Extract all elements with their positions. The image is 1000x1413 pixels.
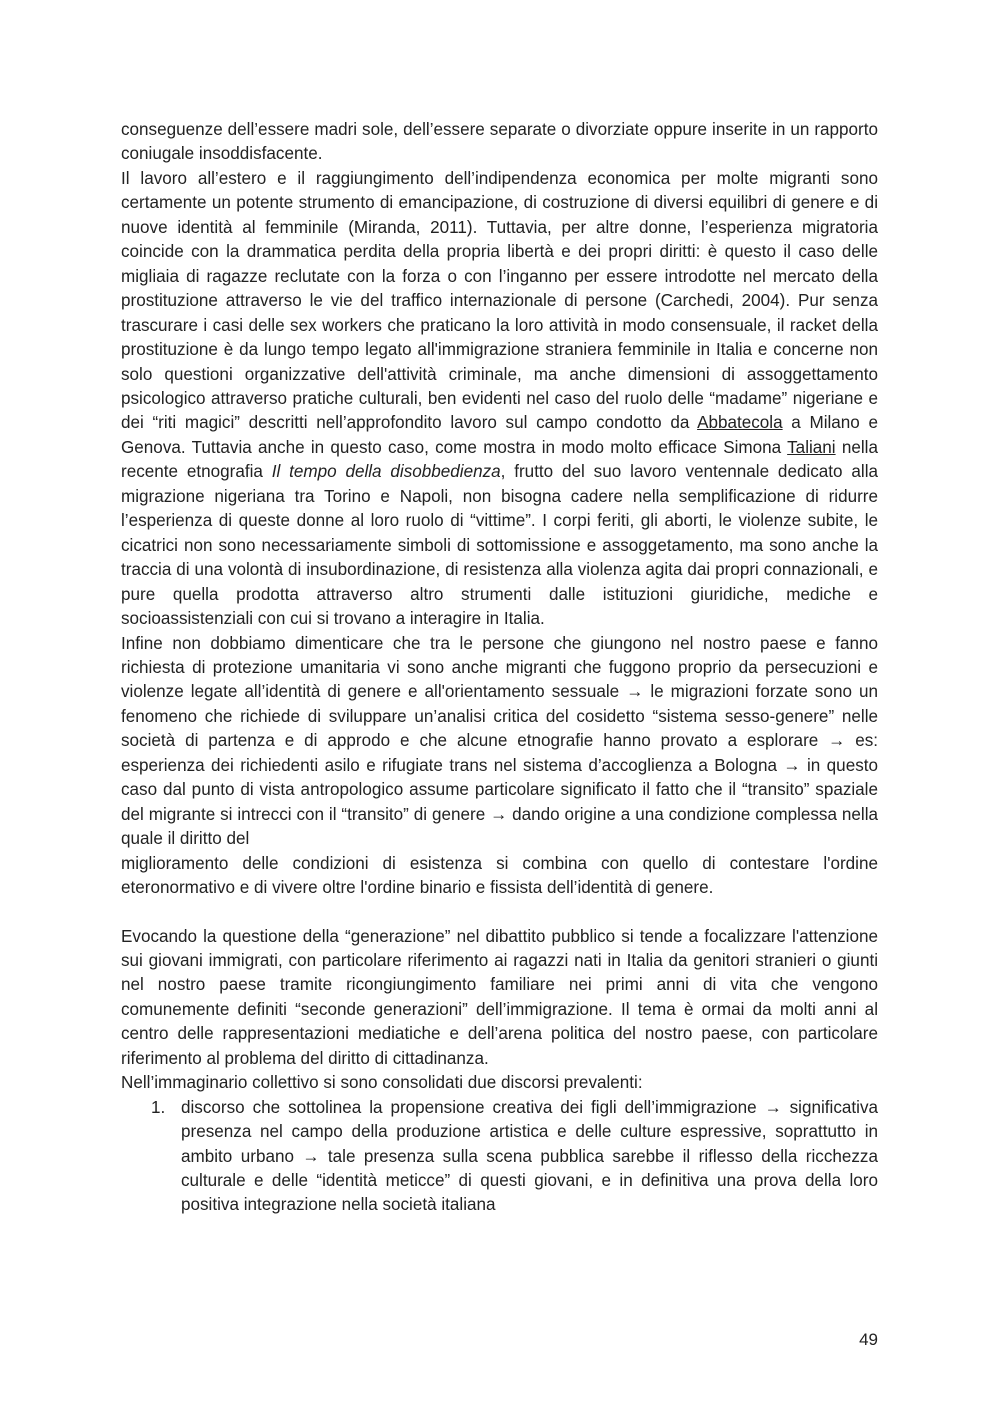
paragraph-3-continued: miglioramento delle condizioni di esistenza si combina con quello di contestare l'ordine eteronormativo e di vivere oltre l'ordine binario e fissista dell’identità di genere.	[121, 853, 878, 898]
book-title: Il tempo della disobbedienza	[271, 462, 501, 482]
paragraph-4: Evocando la questione della “generazione” nel dibattito pubblico si tende a focalizzare l'attenzione sui giovani immigrati, con particolare riferimento ai ragazzi nati in Italia da genitori stranieri o giunti nel nostro paese tramite ricongiungimento familiare nei primi anni di vita che vengono comunemente definiti “seconde generazioni” dell’immigrazione. Il tema è ormai da molti anni al centro delle rappresentazioni mediatiche e dell’arena politica del nostro paese, con particolare riferimento al problema del diritto di cittadinanza.	[121, 926, 878, 1068]
list-item	[121, 1096, 878, 1218]
paragraph-2	[121, 167, 878, 632]
abbatecola-link[interactable]: Abbatecola	[697, 413, 783, 433]
numbered-list	[121, 1096, 878, 1218]
paragraph-5: Nell’immaginario collettivo si sono consolidati due discorsi prevalenti:	[121, 1073, 643, 1093]
paragraph-2-text-cont2: nella recente etnografia	[121, 437, 878, 482]
paragraph-2-text: Il lavoro all’estero e il raggiungimento dell’indipendenza economica per molte migranti sono certamente un potente strumento di emancipazione, di costruzione di diversi equilibri di genere e di nuove identità al femminile (Miranda, 2011). Tuttavia, per altre donne, l’esperienza migratoria coincide con la drammatica perdita della propria libertà e dei propri diritti: è questo il caso delle migliaia di ragazze reclutate con la forza o con l’inganno per essere introdotte nel mercato della prostituzione attraverso le vie del traffico internazionale di persone (Carchedi, 2004). Pur senza trascurare i casi delle sex workers che praticano la loro attività in modo consensuale, il racket della prostituzione è da lungo tempo legato all'immigrazione straniera femminile in Italia e concerne non solo questioni organizzative dell'attività criminale, ma anche dimensioni di assoggettamento psicologico attraverso pratiche culturali, ben evidenti nel caso del ruolo delle “madame” nigeriane e dei “riti magici” descritti nell’approfondito lavoro sul campo condotto da	[121, 168, 878, 433]
paragraph-1: conseguenze dell’essere madri sole, dell’essere separate o divorziate oppure inserite in un rapporto coniugale insoddisfacente.	[121, 120, 878, 164]
list-item-text: discorso che sottolinea la propensione creativa dei figli dell’immigrazione → significativa presenza nel campo della produzione artistica e delle culture espressive, soprattutto in ambito urbano → tale presenza sulla scena pubblica sarebbe il riflesso della ricchezza culturale e delle “identità meticce” di questi giovani, e in definitiva una prova della loro positiva integrazione nella società italiana	[181, 1097, 878, 1215]
document-body	[121, 118, 878, 1218]
paragraph-2-tail: , frutto del suo lavoro ventennale dedicato alla migrazione nigeriana tra Torino e Napoli, non bisogna cadere nella semplificazione di ridurre l’esperienza di queste donne al loro ruolo di “vittime”. I corpi feriti, gli aborti, le violenze subite, le cicatrici non sono necessariamente simboli di sottomissione e assoggetamento, ma sono anche la traccia di una volontà di insubordinazione, di resistenza alla violenza agita dai propri connazionali, e pure quella prodotta attraverso altro strumenti dalle istituzioni giuridiche, mediche e socioassistenziali con cui si trovano a interagire in Italia.	[121, 462, 879, 629]
list-item-number: 1.	[151, 1097, 166, 1117]
paragraph-2-text-cont: a Milano e Genova. Tuttavia anche in questo caso, come mostra in modo molto efficace Simona	[121, 413, 878, 457]
paragraph-spacer	[121, 901, 878, 925]
page-number: 49	[859, 1330, 878, 1349]
taliani-link[interactable]: Taliani	[787, 437, 836, 457]
paragraph-3: Infine non dobbiamo dimenticare che tra le persone che giungono nel nostro paese e fanno richiesta di protezione umanitaria vi sono anche migranti che fuggono proprio da persecuzioni e violenze legate all’identità di genere e all'orientamento sessuale → le migrazioni forzate sono un fenomeno che richiede di sviluppare un’analisi critica del cosidetto “sistema sesso-genere” nelle società di partenza e di approdo e che alcune etnografie hanno provato a esplorare → es: esperienza dei richiedenti asilo e rifugiate trans nel sistema d’accoglienza a Bologna → in questo caso dal punto di vista antropologico assume particolare significato il fatto che il “transito” spaziale del migrante si intrecci con il “transito” di genere → dando origine a una condizione complessa nella quale il diritto del	[121, 633, 878, 849]
